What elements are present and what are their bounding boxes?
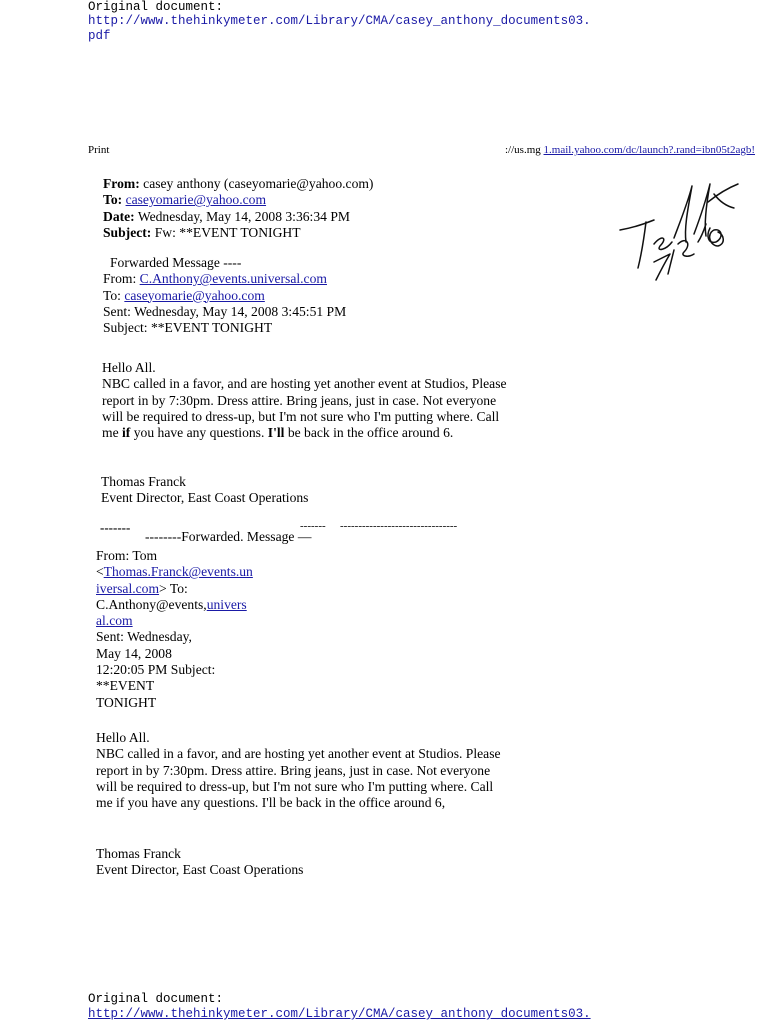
footer-source-link[interactable]: http://www.thehinkymeter.com/Library/CMA/casey_anthony_documents03. [88,1007,591,1021]
forward2-sent-time: 12:20:05 PM Subject: [96,662,216,678]
original-document-label: Original document: [88,0,224,14]
forward1-from-row [103,271,346,287]
forward1-subject: Subject: **EVENT TONIGHT [103,320,273,336]
forward2-sent-date: May 14, 2008 [96,645,172,661]
body1-text: me [102,425,119,441]
signature-stroke [654,238,672,249]
source-link[interactable]: http://www.thehinkymeter.com/Library/CMA/casey_anthony_documents03. [88,14,591,28]
body2-line: report in by 7:30pm. Dress attire. Bring jeans, just in case. Not everyone [96,762,491,778]
forward1-from-label: From: [103,271,137,287]
signature-name: Thomas Franck [101,474,186,489]
signature-stroke [620,220,654,230]
body2-greeting: Hello All. [96,730,150,745]
signature-stroke [668,250,674,274]
body2-line: NBC called in a favor, and are hosting yet another event at Studios. Please [96,746,501,762]
forward2-from-email-row2 [96,581,253,597]
forward1-to-row [103,288,346,304]
signature-stroke [638,222,646,268]
forward1-to-link[interactable]: caseyomarie@yahoo.com [124,287,265,303]
body1-text: be back in the office around 6. [287,425,454,441]
forward2-trail-dashes-b: -------------------------------- [340,520,458,532]
footer-link-line[interactable] [88,1007,591,1022]
signature-stroke [654,254,670,280]
to-row [103,192,373,208]
print-url-link[interactable]: 1.mail.yahoo.com/dc/launch?.rand=ibn05t2agb! [543,144,755,156]
forward2-lead-dashes: ------- [100,520,131,535]
body1-line: NBC called in a favor, and are hosting yet another event at Studios, Please [102,376,507,392]
forward2-from-link[interactable]: Thomas.Franck@events.un [103,564,253,580]
forward2-subject: **EVENT [96,678,155,694]
forward2-to-link-cont[interactable]: al.com [96,613,133,629]
subject-value: Fw: **EVENT TONIGHT [154,224,301,240]
forward2-from: From: Tom [96,548,158,563]
signature-title: Event Director, East Coast Operations [101,490,309,506]
body1-bold-if: if [122,425,131,441]
signature-stroke [678,241,694,256]
source-link-line1[interactable] [88,14,591,29]
signature-block-2 [96,846,303,879]
forward2-header [96,548,253,711]
forward2-from-email-row [96,564,253,580]
print-url-prefix: ://us.mg [505,144,541,156]
message-body-1 [102,360,507,441]
from-value: casey anthony (caseyomarie@yahoo.com) [143,176,374,191]
from-label: From: [103,176,140,191]
signature-stroke [674,186,692,242]
signature-stroke [694,184,710,236]
subject-label: Subject: [103,224,152,240]
forward2-to-link[interactable]: univers [206,596,247,612]
forward2-trail-dashes-a: ------- [300,520,326,532]
forward1-to-label: To: [103,287,121,303]
subject-row [103,225,373,241]
signature-title: Event Director, East Coast Operations [96,862,304,878]
forward1-title: Forwarded Message ---- [110,255,242,270]
source-link-continued[interactable]: pdf [88,29,111,43]
body2-line: me if you have any questions. I'll be back in the office around 6, [96,795,446,811]
forward1-from-link[interactable]: C.Anthony@events.universal.com [139,271,327,287]
signature-name: Thomas Franck [96,846,181,861]
forward2-to-row2 [96,613,253,629]
forward2-sent: Sent: Wednesday, [96,629,192,645]
print-url [505,144,755,156]
lt-char: < [96,564,104,580]
body1-bold-ill: I'll [267,425,285,441]
forward2-from-link-cont[interactable]: iversal.com [96,580,160,596]
forward2-to-text: C.Anthony@events, [96,596,207,612]
body1-line: will be required to dress-up, but I'm not sure who I'm putting where. Call [102,408,500,424]
body1-line: report in by 7:30pm. Dress attire. Bring jeans, just in case. Not everyone [102,392,497,408]
forward2-title: --------Forwarded. Message — [145,529,312,544]
body1-line4 [102,425,507,441]
to-label: To: [103,192,123,208]
forward2-subject-cont: TONIGHT [96,694,157,710]
forward1-block [103,255,346,336]
email-header [103,176,373,241]
to-value[interactable]: caseyomarie@yahoo.com [125,192,267,208]
footer-original-label: Original document: [88,992,224,1006]
signature-block-1 [101,474,308,507]
signature-stroke [708,184,738,202]
handwritten-signature-icon [610,172,750,282]
message-body-2 [96,730,501,811]
body2-line: will be required to dress-up, but I'm not sure who I'm putting where. Call [96,778,494,794]
print-label: Print [88,144,110,156]
from-row [103,176,373,192]
date-value: Wednesday, May 14, 2008 3:36:34 PM [137,208,350,224]
body1-text: you have any questions. [133,425,265,441]
forward1-sent: Sent: Wednesday, May 14, 2008 3:45:51 PM [103,303,347,319]
signature-stroke [708,228,723,246]
forward2-to-label: > To: [159,580,188,596]
date-label: Date: [103,208,135,224]
body1-greeting: Hello All. [102,360,156,375]
date-row [103,209,373,225]
source-link-line2[interactable] [88,29,111,44]
signature-stroke [698,224,706,242]
forward2-to-row [96,597,253,613]
